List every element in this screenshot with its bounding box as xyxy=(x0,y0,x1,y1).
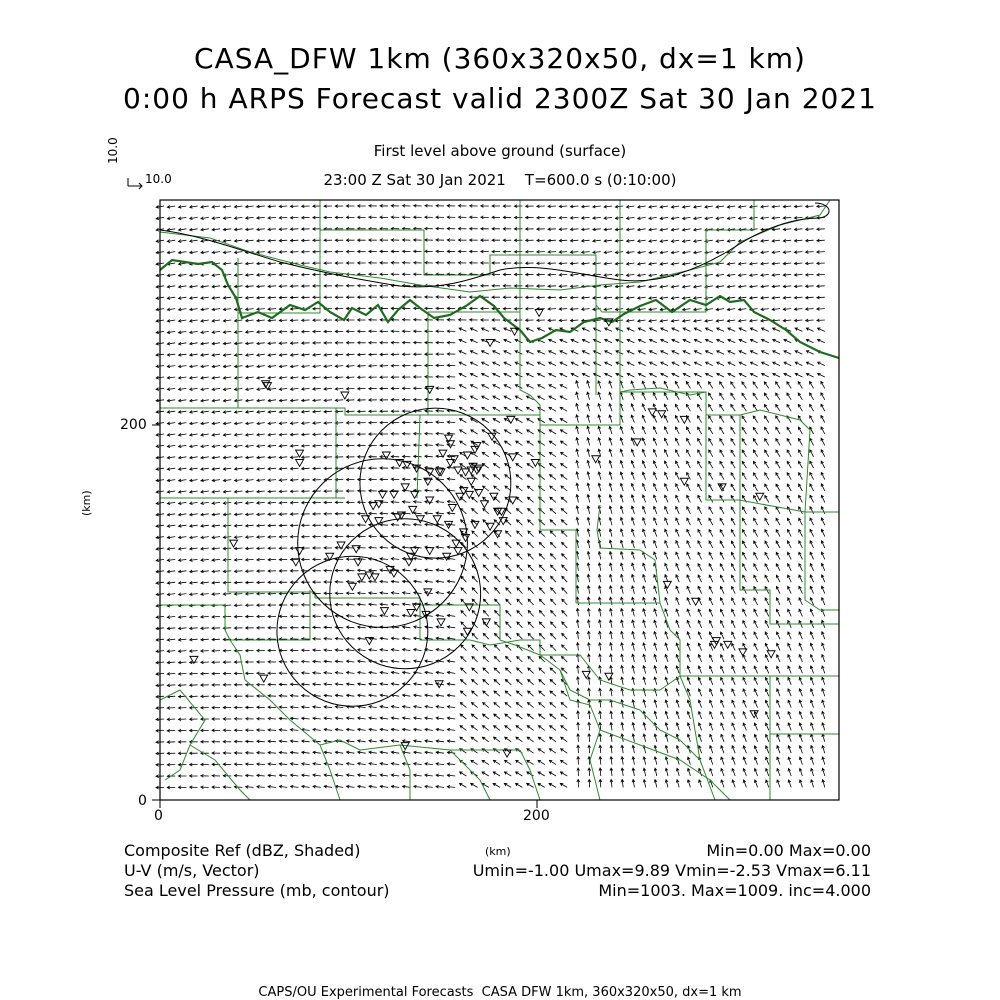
station-marker xyxy=(362,516,370,523)
station-marker xyxy=(405,559,413,566)
station-marker xyxy=(756,493,764,500)
vertical-level-label: First level above ground (surface) xyxy=(373,142,627,160)
reference-vector-icon xyxy=(128,178,142,189)
radar-range-ring xyxy=(298,459,468,628)
station-marker xyxy=(230,540,238,547)
station-marker xyxy=(358,574,366,581)
station-marker xyxy=(341,392,349,399)
station-marker xyxy=(401,484,409,491)
station-marker xyxy=(354,559,362,566)
station-marker xyxy=(433,516,441,523)
legend-field1-stats: Min=0.00 Max=0.00 xyxy=(706,841,871,860)
valid-time-label: 23:00 Z Sat 30 Jan 2021 T=600.0 s (0:10:00) xyxy=(323,171,677,189)
reference-vector-label-x: 10.0 xyxy=(145,172,172,186)
map-title-line2: 0:00 h ARPS Forecast valid 2300Z Sat 30 Jan 2021 xyxy=(123,82,877,115)
footer-credit: CAPS/OU Experimental Forecasts CASA DFW 1km, 360x320x50, dx=1 km xyxy=(258,985,742,1000)
station-marker xyxy=(509,454,517,461)
legend-field2-name: U-V (m/s, Vector) xyxy=(124,861,260,880)
x-tick-label-200: 200 xyxy=(523,808,550,824)
y-axis-unit: (km) xyxy=(80,490,93,516)
station-marker xyxy=(767,651,775,658)
station-marker xyxy=(296,450,304,457)
map-title-line1: CASA_DFW 1km (360x320x50, dx=1 km) xyxy=(194,42,806,75)
station-marker xyxy=(480,501,488,508)
reference-vector-label-y: 10.0 xyxy=(106,137,120,164)
wind-vector-field xyxy=(156,204,825,789)
axis-ticks xyxy=(152,425,537,808)
station-marker xyxy=(486,340,494,347)
station-marker xyxy=(380,608,388,615)
legend-field3-stats: Min=1003. Max=1009. inc=4.000 xyxy=(598,881,871,900)
station-marker xyxy=(390,491,398,498)
station-marker xyxy=(292,559,300,566)
station-marker xyxy=(260,675,268,682)
station-marker xyxy=(296,460,304,467)
station-marker xyxy=(379,491,387,498)
oklahoma-county-lines xyxy=(160,200,830,292)
station-marker xyxy=(448,505,456,512)
station-marker xyxy=(467,478,475,485)
station-marker xyxy=(648,409,656,416)
y-tick-label-200: 200 xyxy=(120,417,147,433)
station-marker xyxy=(475,490,483,497)
legend-field2-stats: Umin=-1.00 Umax=9.89 Vmin=-2.53 Vmax=6.11 xyxy=(472,861,871,880)
y-tick-label-0: 0 xyxy=(138,793,147,809)
x-axis-unit: (km) xyxy=(485,845,511,858)
station-marker xyxy=(605,673,613,680)
x-tick-label-0: 0 xyxy=(154,808,163,824)
station-marker xyxy=(382,452,390,459)
wind-vectors xyxy=(156,204,825,789)
station-marker xyxy=(369,503,377,510)
county-boundaries xyxy=(160,200,839,800)
station-marker xyxy=(348,583,356,590)
station-marker xyxy=(724,641,732,648)
legend-field3-name: Sea Level Pressure (mb, contour) xyxy=(124,881,390,900)
station-marker xyxy=(531,460,539,467)
station-marker xyxy=(437,619,445,626)
station-marker xyxy=(371,574,379,581)
legend-field1-name: Composite Ref (dBZ, Shaded) xyxy=(124,841,361,860)
station-marker xyxy=(503,750,511,757)
